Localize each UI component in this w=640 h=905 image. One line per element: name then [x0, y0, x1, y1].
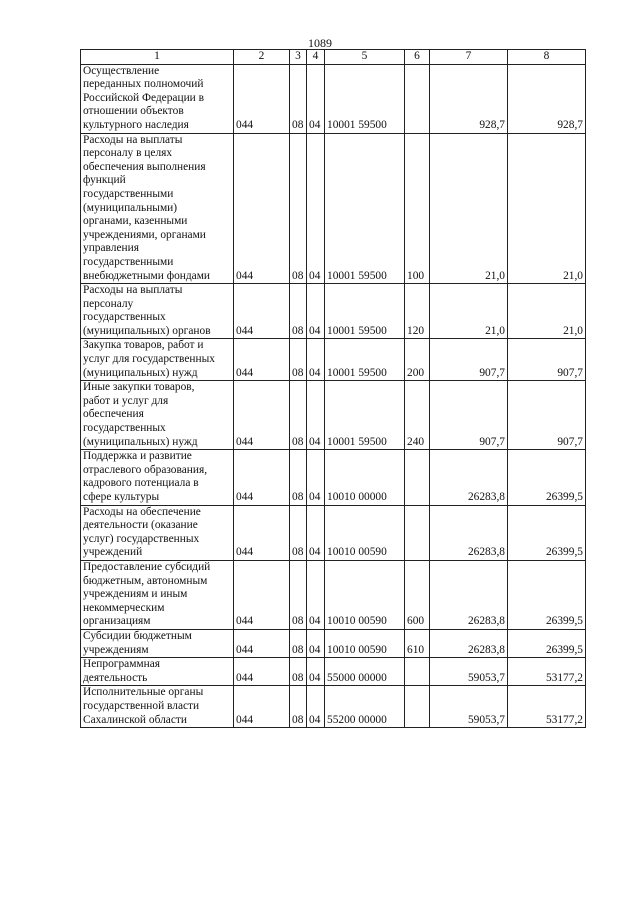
- page-number: 1089: [308, 36, 332, 50]
- table-row: [81, 64, 586, 133]
- section-code: 08: [290, 505, 307, 560]
- section-code: 08: [290, 381, 307, 450]
- expense-type-code: [405, 658, 430, 686]
- target-article-code: 10001 59500: [325, 381, 405, 450]
- section-code: 08: [290, 284, 307, 339]
- amount-year-1: 26283,8: [430, 629, 508, 657]
- column-header-7: 7: [430, 50, 508, 65]
- table-body: [81, 64, 586, 728]
- expense-type-code: [405, 450, 430, 505]
- subsection-code: 04: [307, 505, 325, 560]
- amount-year-2: 53177,2: [508, 686, 586, 728]
- ministry-code: 044: [234, 686, 290, 728]
- description-line: кадрового потенциала в: [83, 477, 199, 490]
- table-row: [81, 505, 586, 560]
- description-line: государственными: [83, 255, 174, 268]
- column-header-8: 8: [508, 50, 586, 65]
- section-code: 08: [290, 686, 307, 728]
- description-line: функций: [83, 174, 126, 187]
- table-row: [81, 284, 586, 339]
- row-description: [81, 339, 234, 381]
- column-header-5: 5: [325, 50, 405, 65]
- target-article-code: 10001 59500: [325, 133, 405, 284]
- row-description: [81, 133, 234, 284]
- ministry-code: 044: [234, 381, 290, 450]
- row-description: [81, 505, 234, 560]
- expense-type-code: 610: [405, 629, 430, 657]
- row-description: [81, 560, 234, 629]
- description-line: Непрограммная: [83, 658, 160, 671]
- amount-year-1: 907,7: [430, 339, 508, 381]
- description-line: Осуществление: [83, 64, 160, 77]
- section-code: 08: [290, 560, 307, 629]
- target-article-code: 10001 59500: [325, 284, 405, 339]
- subsection-code: 04: [307, 686, 325, 728]
- amount-year-2: 907,7: [508, 381, 586, 450]
- section-code: 08: [290, 658, 307, 686]
- column-header-4: 4: [307, 50, 325, 65]
- row-description: [81, 629, 234, 657]
- amount-year-1: 928,7: [430, 64, 508, 133]
- description-line: организациям: [83, 615, 151, 628]
- amount-year-2: 53177,2: [508, 658, 586, 686]
- expense-type-code: [405, 505, 430, 560]
- description-line: деятельность: [83, 671, 148, 684]
- description-line: отношении объектов: [83, 105, 184, 118]
- description-line: учреждений: [83, 546, 143, 559]
- subsection-code: 04: [307, 64, 325, 133]
- description-line: услуг) государственных: [83, 532, 200, 545]
- description-line: внебюджетными фондами: [83, 269, 211, 282]
- ministry-code: 044: [234, 505, 290, 560]
- subsection-code: 04: [307, 133, 325, 284]
- table-row: [81, 658, 586, 686]
- table-row: [81, 339, 586, 381]
- description-line: Поддержка и развитие: [83, 450, 192, 463]
- table-row: [81, 450, 586, 505]
- table-row: [81, 560, 586, 629]
- description-line: (муниципальными): [83, 201, 178, 214]
- target-article-code: 55000 00000: [325, 658, 405, 686]
- subsection-code: 04: [307, 284, 325, 339]
- description-line: культурного наследия: [83, 118, 189, 131]
- description-line: управления: [83, 242, 139, 255]
- target-article-code: 10010 00000: [325, 450, 405, 505]
- column-header-3: 3: [290, 50, 307, 65]
- description-line: Расходы на выплаты: [83, 284, 183, 297]
- amount-year-2: 21,0: [508, 284, 586, 339]
- amount-year-2: 928,7: [508, 64, 586, 133]
- budget-table: [80, 49, 586, 728]
- description-line: Расходы на выплаты: [83, 133, 183, 146]
- subsection-code: 04: [307, 658, 325, 686]
- expense-type-code: 600: [405, 560, 430, 629]
- target-article-code: 10010 00590: [325, 505, 405, 560]
- table-row: [81, 381, 586, 450]
- ministry-code: 044: [234, 658, 290, 686]
- column-header-1: 1: [81, 50, 234, 65]
- expense-type-code: 120: [405, 284, 430, 339]
- target-article-code: 10001 59500: [325, 339, 405, 381]
- ministry-code: 044: [234, 450, 290, 505]
- description-line: деятельности (оказание: [83, 519, 198, 532]
- subsection-code: 04: [307, 560, 325, 629]
- subsection-code: 04: [307, 339, 325, 381]
- ministry-code: 044: [234, 629, 290, 657]
- ministry-code: 044: [234, 133, 290, 284]
- target-article-code: 55200 00000: [325, 686, 405, 728]
- row-description: [81, 658, 234, 686]
- description-line: работ и услуг для: [83, 394, 169, 407]
- expense-type-code: 100: [405, 133, 430, 284]
- description-line: переданных полномочий: [83, 78, 204, 91]
- description-line: Исполнительные органы: [83, 686, 204, 699]
- row-description: [81, 284, 234, 339]
- column-header-2: 2: [234, 50, 290, 65]
- amount-year-1: 26283,8: [430, 505, 508, 560]
- description-line: (муниципальных) нужд: [83, 435, 198, 448]
- amount-year-2: 907,7: [508, 339, 586, 381]
- section-code: 08: [290, 450, 307, 505]
- column-number-row: [81, 50, 586, 65]
- expense-type-code: 240: [405, 381, 430, 450]
- subsection-code: 04: [307, 629, 325, 657]
- description-line: учреждениям и иным: [83, 588, 188, 601]
- expense-type-code: 200: [405, 339, 430, 381]
- target-article-code: 10001 59500: [325, 64, 405, 133]
- ministry-code: 044: [234, 560, 290, 629]
- description-line: обеспечения выполнения: [83, 160, 206, 173]
- description-line: некоммерческим: [83, 601, 165, 614]
- expense-type-code: [405, 64, 430, 133]
- description-line: учреждениям: [83, 643, 149, 656]
- subsection-code: 04: [307, 381, 325, 450]
- description-line: государственными: [83, 187, 174, 200]
- description-line: Закупка товаров, работ и: [83, 339, 204, 352]
- ministry-code: 044: [234, 284, 290, 339]
- amount-year-2: 21,0: [508, 133, 586, 284]
- subsection-code: 04: [307, 450, 325, 505]
- description-line: бюджетным, автономным: [83, 574, 208, 587]
- description-line: отраслевого образования,: [83, 463, 208, 476]
- ministry-code: 044: [234, 64, 290, 133]
- row-description: [81, 381, 234, 450]
- description-line: Сахалинской области: [83, 713, 187, 726]
- description-line: Предоставление субсидий: [83, 560, 211, 573]
- amount-year-1: 26283,8: [430, 450, 508, 505]
- table-row: [81, 629, 586, 657]
- target-article-code: 10010 00590: [325, 629, 405, 657]
- description-line: органами, казенными: [83, 215, 188, 228]
- amount-year-1: 59053,7: [430, 686, 508, 728]
- row-description: [81, 64, 234, 133]
- table-row: [81, 133, 586, 284]
- table-row: [81, 686, 586, 728]
- expense-type-code: [405, 686, 430, 728]
- amount-year-1: 59053,7: [430, 658, 508, 686]
- description-line: учреждениями, органами: [83, 228, 206, 241]
- amount-year-1: 21,0: [430, 284, 508, 339]
- amount-year-1: 21,0: [430, 133, 508, 284]
- description-line: (муниципальных) органов: [83, 324, 211, 337]
- target-article-code: 10010 00590: [325, 560, 405, 629]
- description-line: услуг для государственных: [83, 353, 215, 366]
- row-description: [81, 450, 234, 505]
- description-line: государственных: [83, 311, 166, 324]
- amount-year-2: 26399,5: [508, 450, 586, 505]
- row-description: [81, 686, 234, 728]
- amount-year-2: 26399,5: [508, 505, 586, 560]
- description-line: Иные закупки товаров,: [83, 381, 195, 394]
- ministry-code: 044: [234, 339, 290, 381]
- section-code: 08: [290, 133, 307, 284]
- description-line: (муниципальных) нужд: [83, 366, 198, 379]
- amount-year-1: 26283,8: [430, 560, 508, 629]
- description-line: обеспечения: [83, 408, 144, 421]
- description-line: сфере культуры: [83, 491, 160, 503]
- description-line: Субсидии бюджетным: [83, 629, 192, 642]
- section-code: 08: [290, 339, 307, 381]
- description-line: персоналу в целях: [83, 147, 173, 160]
- section-code: 08: [290, 629, 307, 657]
- description-line: государственной власти: [83, 699, 200, 712]
- description-line: государственных: [83, 422, 166, 435]
- amount-year-2: 26399,5: [508, 629, 586, 657]
- section-code: 08: [290, 64, 307, 133]
- column-header-6: 6: [405, 50, 430, 65]
- amount-year-1: 907,7: [430, 381, 508, 450]
- amount-year-2: 26399,5: [508, 560, 586, 629]
- description-line: персоналу: [83, 297, 134, 310]
- description-line: Расходы на обеспечение: [83, 505, 201, 518]
- description-line: Российской Федерации в: [83, 91, 205, 104]
